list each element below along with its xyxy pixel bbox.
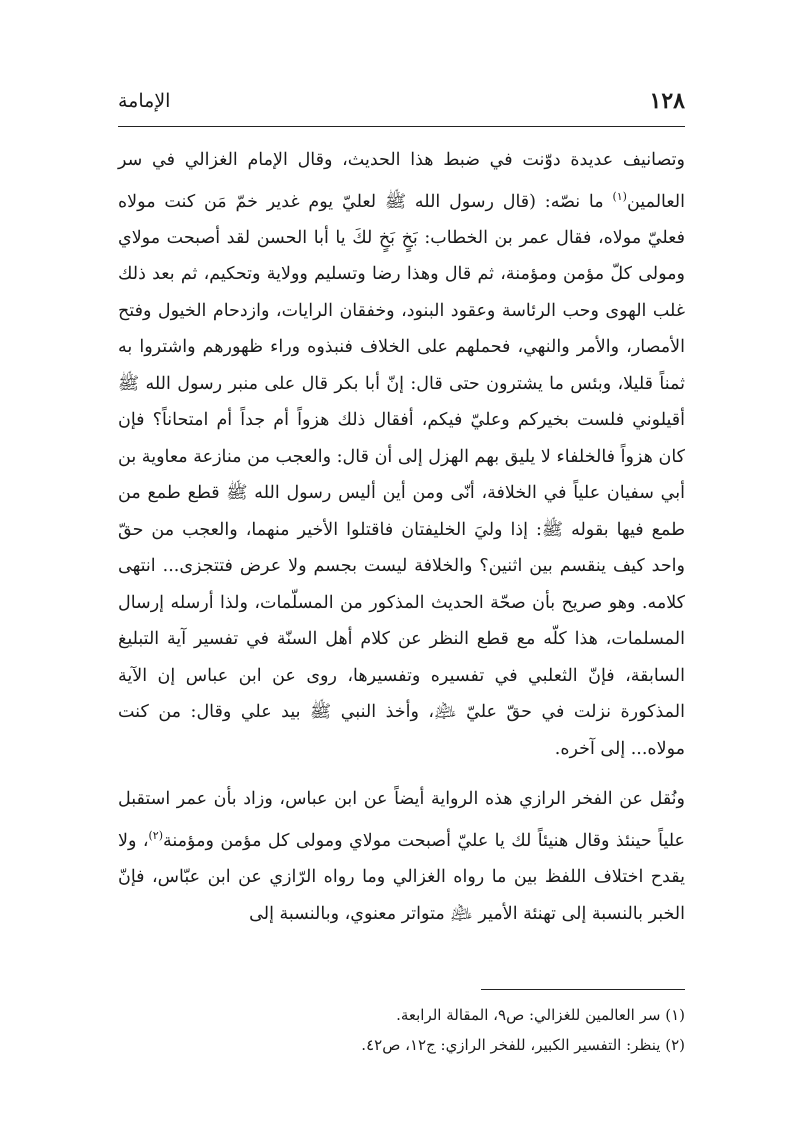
footnotes [118, 1000, 685, 1060]
footnote-separator [481, 989, 685, 990]
footnote-ref: (٢) [148, 828, 164, 842]
footnote: (٢) ينظر: التفسير الكبير، للفخر الرازي: ج١٢، ص٤٢. [361, 1036, 685, 1054]
header-rule [118, 126, 685, 127]
paragraph-text: وتصانيف عديدة دوّنت في ضبط هذا الحديث، وقال الإمام الغزالي في سر العالمين [118, 150, 685, 212]
footnote-ref: (١) [612, 189, 627, 203]
page-header [118, 84, 685, 124]
body-text [118, 142, 685, 932]
paragraph-text: ما نصّه: (قال رسول الله ﷺ لعليّ يوم غدير خمّ مَن كنت مولاه فعليّ مولاه، فقال عمر بن الخطاب: بَخٍ بَخٍ لكَ يا أبا الحسن لقد أصبحت مولاي ومولى كلّ مؤمن ومؤمنة، ثم قال وهذا رضا وتسليم وولاية وتحكيم، ثم بعد ذلك غلب الهوى وحب الرئاسة وعقود البنود، وخفقان الرايات، وازدحام الخيول وفتح الأمصار، والأمر والنهي، فحملهم على الخلاف فنبذوه وراء ظهورهم واشتروا به ثمناً قليلا، وبئس ما يشترون حتى قال: إنّ أبا بكر قال على منبر رسول الله ﷺ أقيلوني فلست بخيركم وعليّ فيكم، أفقال ذلك هزواً أم جداً أم امتحاناً؟ فإن كان هزواً فالخلفاء لا يليق بهم الهزل إلى أن قال: والعجب من منازعة معاوية بن أبي سفيان علياً في الخلافة، أنّى ومن أين أليس رسول الله ﷺ قطع طمع من طمع فيها بقوله ﷺ: إذا وليَ الخليفتان فاقتلوا الأخير منهما، والعجب من حقّ واحد كيف ينقسم بين اثنين؟ والخلافة ليست بجسم ولا عرض فتتجزى... انتهى كلامه. وهو صريح بأن صحّة الحديث المذكور من المسلّمات، ولذا أرسله إرسال المسلمات، هذا كلّه مع قطع النظر عن كلام أهل السنّة في تفسير آية التبليغ السابقة، فإنّ الثعلبي في تفسيره وتفسيرها، روى عن ابن عباس إن الآية المذكورة نزلت في حقّ عليّ ﵇، وأخذ النبي ﷺ بيد علي وقال: من كنت مولاه... إلى آخره. [118, 191, 686, 759]
page-number: ١٢٨ [649, 88, 685, 114]
footnote: (١) سر العالمين للغزالي: ص٩، المقالة الرابعة. [396, 1006, 685, 1024]
running-title: الإمامة [118, 90, 171, 112]
paragraph [118, 142, 685, 767]
paragraph-text: ، ولا يقدح اختلاف اللفظ بين ما رواه الغزالي وما رواه الرّازي عن ابن عبّاس، فإنّ الخبر بالنسبة إلى تهنئة الأمير ﵇ متواتر معنوي، وبالنسبة إلى [118, 830, 685, 924]
paragraph [118, 781, 685, 932]
paragraph-text: ونُقل عن الفخر الرازي هذه الرواية أيضاً عن ابن عباس، وزاد بأن عمر استقبل علياً حينئذ وقال هنيئاً لك يا عليّ أصبحت مولاي ومولى كل مؤمن ومؤمنة [118, 789, 685, 851]
